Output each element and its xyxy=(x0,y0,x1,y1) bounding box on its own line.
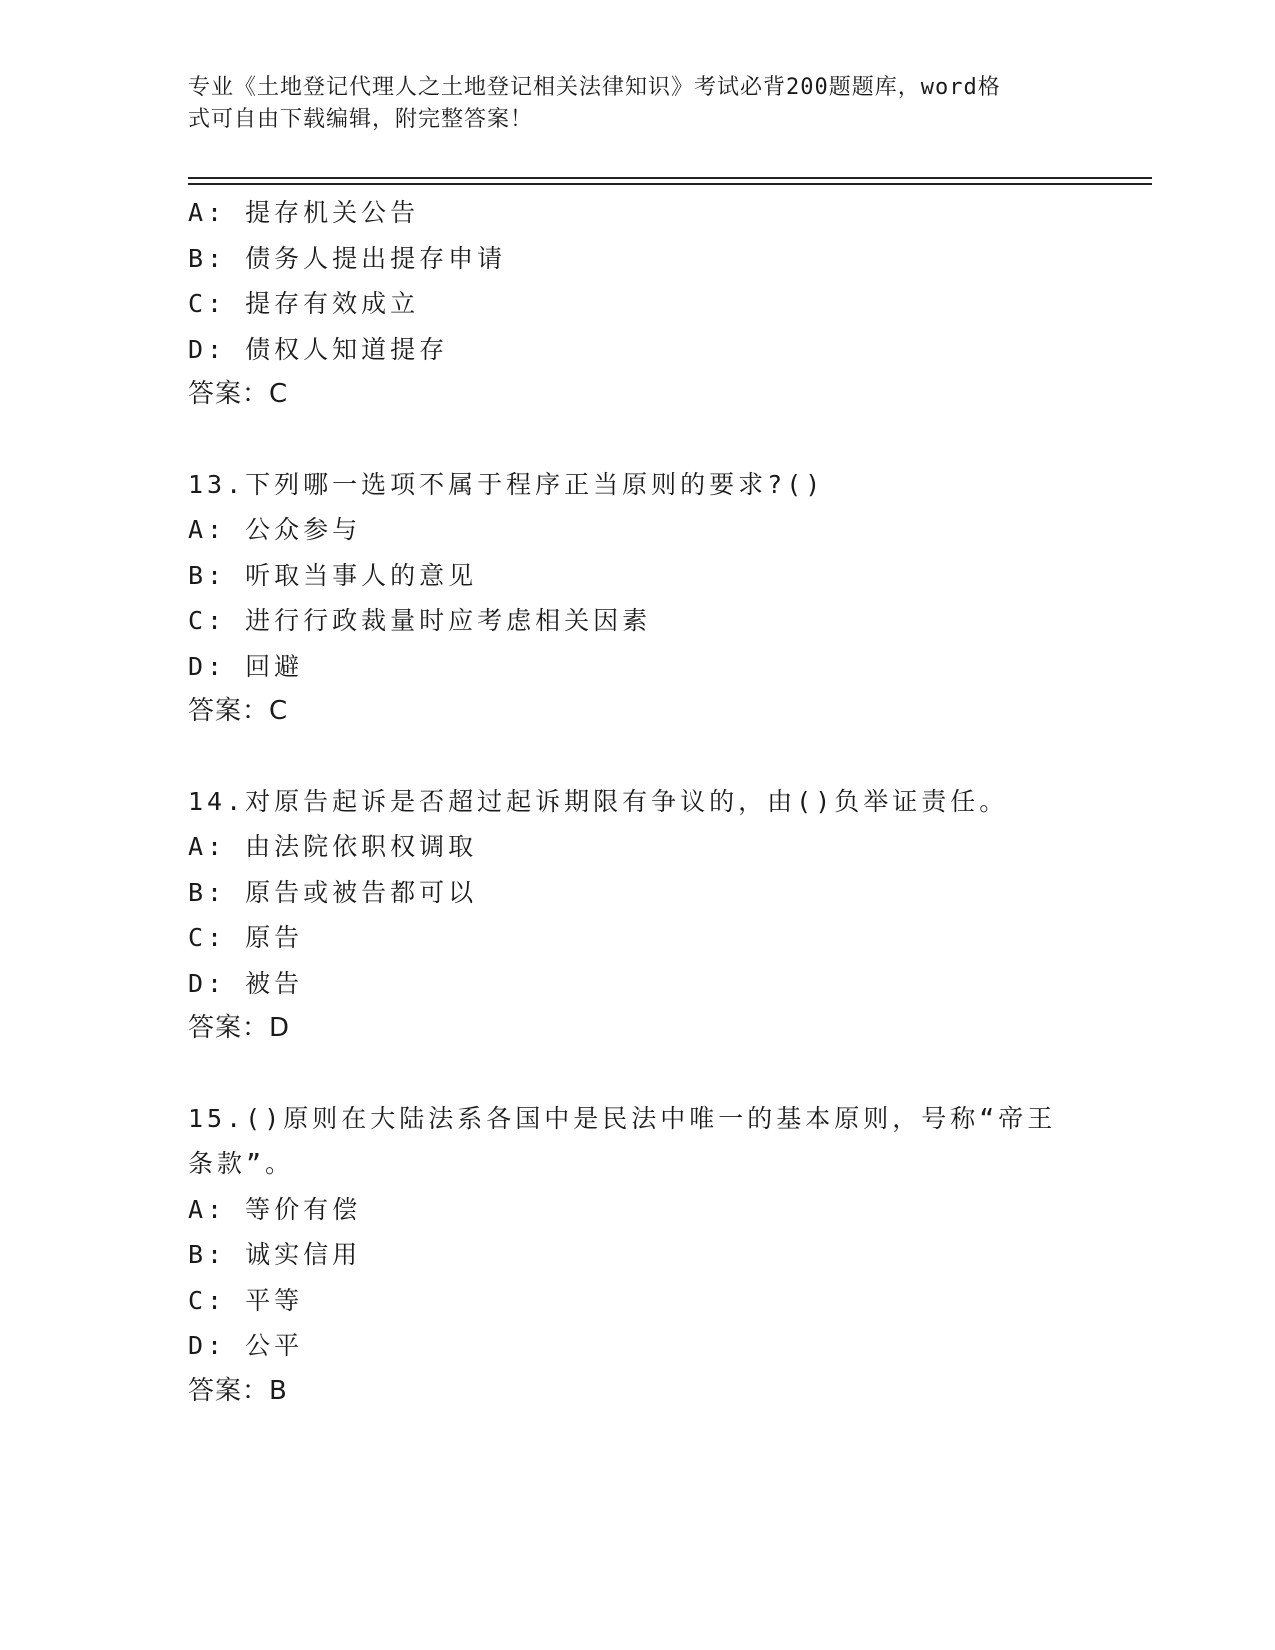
question-text-line-2: 条款”。 xyxy=(188,1149,295,1178)
option-a: A: 由法院依职权调取 xyxy=(188,832,478,861)
option-a: A: 提存机关公告 xyxy=(188,198,420,227)
question-list xyxy=(188,190,1088,1414)
document-header xyxy=(188,72,1068,136)
option-d: D: 被告 xyxy=(188,968,304,998)
option-b: B: 原告或被告都可以 xyxy=(188,877,478,907)
header-line-2: 式可自由下载编辑，附完整答案！ xyxy=(188,107,534,132)
answer-text: 答案：B xyxy=(188,1375,288,1406)
question-14 xyxy=(188,779,1088,1052)
option-a: A: 公众参与 xyxy=(188,515,362,544)
header-divider-bottom xyxy=(188,183,1152,185)
option-d: D: 公平 xyxy=(188,1331,304,1360)
option-b: B: 听取当事人的意见 xyxy=(188,560,478,590)
option-d: D: 回避 xyxy=(188,651,304,681)
option-c: C: 平等 xyxy=(188,1285,304,1315)
header-divider-top xyxy=(188,177,1152,179)
header-line-1: 专业《土地登记代理人之土地登记相关法律知识》考试必背200题题库，word格 xyxy=(188,75,1001,100)
question-15 xyxy=(188,1096,1088,1415)
option-a: A: 等价有偿 xyxy=(188,1194,362,1224)
spacer xyxy=(188,418,1088,462)
option-d: D: 债权人知道提存 xyxy=(188,334,449,364)
spacer xyxy=(188,1052,1088,1096)
answer-text: 答案：C xyxy=(188,379,289,409)
option-b: B: 债务人提出提存申请 xyxy=(188,243,507,273)
answer-text: 答案：C xyxy=(188,696,289,726)
question-13 xyxy=(188,462,1088,735)
question-text: 14.对原告起诉是否超过起诉期限有争议的，由()负举证责任。 xyxy=(188,786,1009,816)
answer-text: 答案：D xyxy=(188,1013,291,1043)
option-b: B: 诚实信用 xyxy=(188,1240,362,1269)
option-c: C: 提存有效成立 xyxy=(188,289,420,318)
spacer xyxy=(188,735,1088,779)
option-c: C: 进行行政裁量时应考虑相关因素 xyxy=(188,606,652,635)
question-text-line-1: 15.()原则在大陆法系各国中是民法中唯一的基本原则，号称“帝王 xyxy=(188,1103,1057,1133)
option-c: C: 原告 xyxy=(188,923,304,952)
question-text: 13.下列哪一选项不属于程序正当原则的要求?() xyxy=(188,469,825,499)
question-12 xyxy=(188,190,1088,418)
